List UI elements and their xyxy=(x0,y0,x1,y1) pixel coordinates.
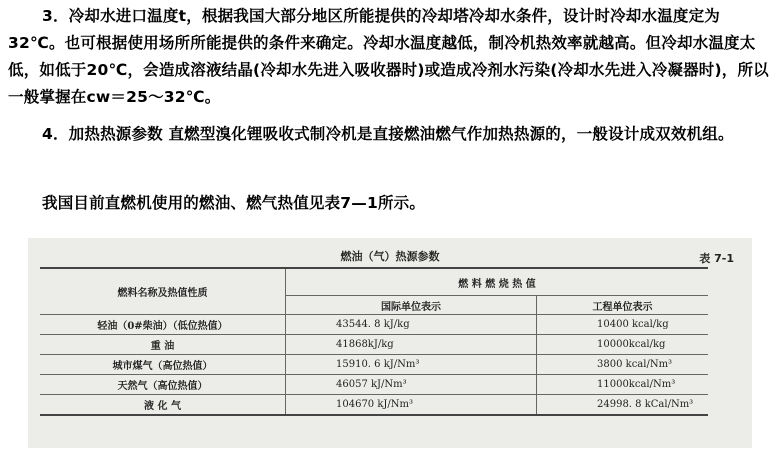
si-value-cell: 43544. 8 kJ/kg xyxy=(286,315,537,335)
eng-value-cell: 10400 kcal/kg xyxy=(537,315,709,335)
eng-value-cell: 11000kcal/Nm³ xyxy=(537,375,709,395)
header-fuel-name: 燃料名称及热值性质 xyxy=(40,268,286,315)
fuel-heat-table-figure xyxy=(28,238,752,448)
fuel-name-cell: 重 油 xyxy=(40,335,286,355)
eng-value-cell: 3800 kcal/Nm³ xyxy=(537,355,709,375)
fuel-name-cell: 轻油（0#柴油）（低位热值） xyxy=(40,315,286,335)
eng-value-cell: 24998. 8 kCal/Nm³ xyxy=(537,395,709,416)
table-row xyxy=(40,355,708,375)
si-value-cell: 15910. 6 kJ/Nm³ xyxy=(286,355,537,375)
fuel-name-cell: 液 化 气 xyxy=(40,395,286,416)
header-si-units: 国际单位表示 xyxy=(286,296,537,315)
table-caption: 燃油（气）热源参数 xyxy=(340,250,440,263)
paragraph-heat-source-params: 4．加热热源参数 直燃型溴化锂吸收式制冷机是直接燃油燃气作加热热源的，一般设计成双效机组。 xyxy=(42,125,734,143)
si-value-cell: 41868kJ/kg xyxy=(286,335,537,355)
fuel-name-cell: 天然气（高位热值） xyxy=(40,375,286,395)
paragraph-cooling-water-temp: 3．冷却水进口温度t，根据我国大部分地区所能提供的冷却塔冷却水条件，设计时冷却水温度定为32℃。也可根据使用场所所能提供的条件来确定。冷却水温度越低，制冷机热效率就越高。但冷却水温度太低，如低于20℃，会造成溶液结晶(冷却水先进入吸收器时)或造成冷剂水污染(冷却水先进入冷凝器时)，所以一般掌握在cw＝25～32℃。 xyxy=(8,7,769,106)
header-engineering-units: 工程单位表示 xyxy=(537,296,709,315)
table-row xyxy=(40,375,708,395)
fuel-name-cell: 城市煤气（高位热值） xyxy=(40,355,286,375)
si-value-cell: 104670 kJ/Nm³ xyxy=(286,395,537,416)
table-row xyxy=(40,395,708,416)
table-row xyxy=(40,335,708,355)
header-heat-value-group: 燃 料 燃 烧 热 值 xyxy=(286,268,709,296)
table-number: 表 7-1 xyxy=(699,252,734,265)
si-value-cell: 46057 kJ/Nm³ xyxy=(286,375,537,395)
eng-value-cell: 10000kcal/kg xyxy=(537,335,709,355)
fuel-heat-table xyxy=(40,267,708,416)
paragraph-table-intro: 我国目前直燃机使用的燃油、燃气热值见表7—1所示。 xyxy=(42,194,426,212)
table-row xyxy=(40,315,708,335)
